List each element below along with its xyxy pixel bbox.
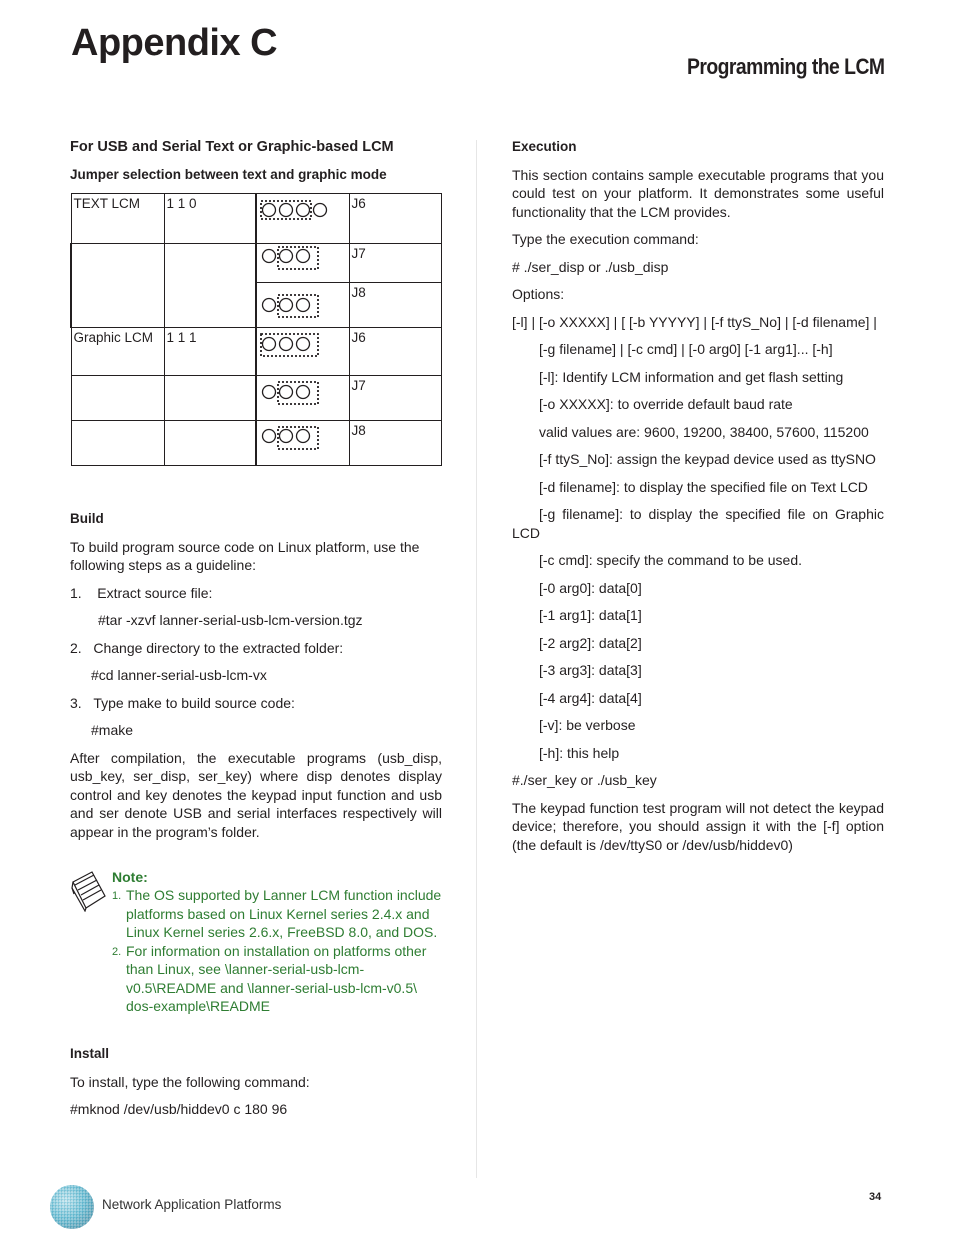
jumper-pin-icon — [259, 196, 329, 226]
jumper-pins — [256, 421, 349, 466]
company-logo-icon — [48, 1183, 96, 1231]
build-step-3-command: #make — [91, 722, 134, 738]
option-1: [-1 arg1]: data[1] — [539, 607, 642, 623]
jumper-pin-icon — [259, 423, 329, 453]
execution-intro: This section contains sample executable programs that you could test on your platform. It demonstrates some useful functionality that the LCM provides. — [512, 166, 884, 220]
table-cell-setting — [164, 244, 256, 328]
table-row — [71, 244, 442, 283]
option-h: [-h]: this help — [539, 744, 620, 761]
table-cell-label — [71, 244, 164, 328]
note-item-number: 2. — [112, 945, 122, 958]
table-cell-jumper: J8 — [349, 283, 442, 328]
table-cell-label — [71, 376, 164, 421]
option-4: [-4 arg4]: data[4] — [539, 689, 642, 706]
table-row — [71, 421, 442, 466]
build-intro: To build program source code on Linux platform, use the following steps as a guideline: — [70, 538, 420, 573]
list-item — [112, 886, 442, 942]
table-cell-setting — [164, 421, 256, 466]
column-divider — [476, 140, 477, 1178]
note-pad-icon — [70, 868, 108, 912]
note-item-number: 1. — [112, 890, 122, 902]
table-cell-jumper: J6 — [349, 328, 442, 376]
table-row — [71, 328, 442, 376]
jumper-pins — [256, 244, 349, 283]
jumper-table — [70, 193, 442, 466]
option-f: [-f ttyS_No]: assign the keypad device used as ttySNO — [539, 451, 876, 467]
note-item-text: The OS supported by Lanner LCM function include platforms based on Linux Kernel series 2.4.x and Linux Kernel series 2.6.x, FreeBSD 8.0, and DOS. — [126, 887, 442, 940]
table-cell-jumper: J6 — [349, 194, 442, 244]
install-intro: To install, type the following command: — [70, 1073, 310, 1090]
jumper-pins — [256, 194, 349, 244]
build-step-3: 3. Type make to build source code: — [70, 694, 295, 711]
table-cell-jumper: J7 — [349, 244, 442, 283]
option-g: [-g filename]: to display the specified file on Graphic LCD — [512, 506, 884, 541]
jumper-pins — [256, 328, 349, 376]
note-item-text: For information on installation on platforms other than Linux, see \lanner-serial-usb-lcm-v0.5\README and \lanner-serial-usb-lcm-v0.5\ dos-example\README — [126, 942, 427, 1014]
note-list — [112, 886, 442, 1016]
table-cell-jumper: J8 — [349, 421, 442, 466]
option-0: [-0 arg0]: data[0] — [539, 579, 642, 596]
build-step-1: 1. Extract source file: — [70, 584, 213, 601]
execution-heading: Execution — [512, 139, 577, 154]
jumper-pin-icon — [259, 246, 329, 276]
right-column — [512, 138, 884, 854]
jumper-heading: Jumper selection between text and graphic mode — [70, 166, 387, 182]
display-command: # ./ser_disp or ./usb_disp — [512, 258, 669, 275]
table-cell-setting: 1 1 0 — [164, 194, 256, 244]
footer-text: Network Application Platforms — [102, 1197, 282, 1212]
table-cell-label: TEXT LCM — [71, 194, 164, 244]
left-column — [70, 138, 442, 841]
jumper-pins — [256, 376, 349, 421]
table-cell-jumper: J7 — [349, 376, 442, 421]
option-d: [-d filename]: to display the specified file on Text LCD — [539, 478, 868, 495]
jumper-pin-icon — [259, 378, 329, 408]
section-title: For USB and Serial Text or Graphic-based LCM — [70, 139, 394, 155]
page-title: Appendix C — [71, 22, 278, 64]
jumper-pin-icon — [259, 285, 329, 321]
options-syntax-line-2: [-g filename] | [-c cmd] | [-0 arg0] [-1 arg1]... [-h] — [539, 341, 833, 357]
table-cell-setting: 1 1 1 — [164, 328, 256, 376]
options-syntax-line-1: [-l] | [-o XXXXX] | [ [-b YYYYY] | [-f ttyS_No] | [-d filename] | — [512, 313, 877, 330]
option-v: [-v]: be verbose — [539, 717, 636, 733]
options-label: Options: — [512, 286, 565, 302]
install-heading: Install — [70, 1046, 110, 1061]
note-box — [70, 868, 442, 1016]
option-o: [-o XXXXX]: to override default baud rate — [539, 396, 793, 412]
option-c: [-c cmd]: specify the command to be used. — [539, 552, 803, 568]
after-compilation-text: After compilation, the executable programs (usb_disp, usb_key, ser_disp, ser_key) where disp denotes display control and key denotes the keypad input function and usb and ser denote USB and serial interfaces respectively will appear in the program’s folder. — [70, 749, 442, 840]
page-number: 34 — [869, 1191, 882, 1203]
key-command: #./ser_key or ./usb_key — [512, 772, 657, 788]
table-row — [71, 194, 442, 244]
build-step-2: 2. Change directory to the extracted folder: — [70, 639, 344, 656]
table-cell-setting — [164, 376, 256, 421]
build-step-2-command: #cd lanner-serial-usb-lcm-vx — [91, 667, 267, 683]
install-section — [70, 1045, 442, 1119]
note-title: Note: — [112, 869, 148, 885]
build-heading: Build — [70, 511, 104, 526]
keypad-note: The keypad function test program will not detect the keypad device; therefore, you should assign it with the [-f] option (the default is /dev/ttyS0 or /dev/usb/hiddev0) — [512, 799, 884, 853]
option-3: [-3 arg3]: data[3] — [539, 662, 642, 678]
jumper-pins — [256, 283, 349, 328]
type-command-text: Type the execution command: — [512, 231, 699, 247]
table-cell-label — [71, 421, 164, 466]
jumper-pin-icon — [259, 330, 329, 360]
list-item — [112, 942, 442, 1016]
install-command: #mknod /dev/usb/hiddev0 c 180 96 — [70, 1101, 288, 1117]
option-valid-values: valid values are: 9600, 19200, 38400, 57600, 115200 — [539, 423, 869, 440]
option-2: [-2 arg2]: data[2] — [539, 634, 642, 651]
table-cell-label: Graphic LCM — [71, 328, 164, 376]
chapter-subtitle: Programming the LCM — [686, 54, 884, 79]
table-row — [71, 376, 442, 421]
option-l: [-l]: Identify LCM information and get flash setting — [539, 368, 844, 385]
build-step-1-command: #tar -xzvf lanner-serial-usb-lcm-version.tgz — [98, 612, 363, 628]
